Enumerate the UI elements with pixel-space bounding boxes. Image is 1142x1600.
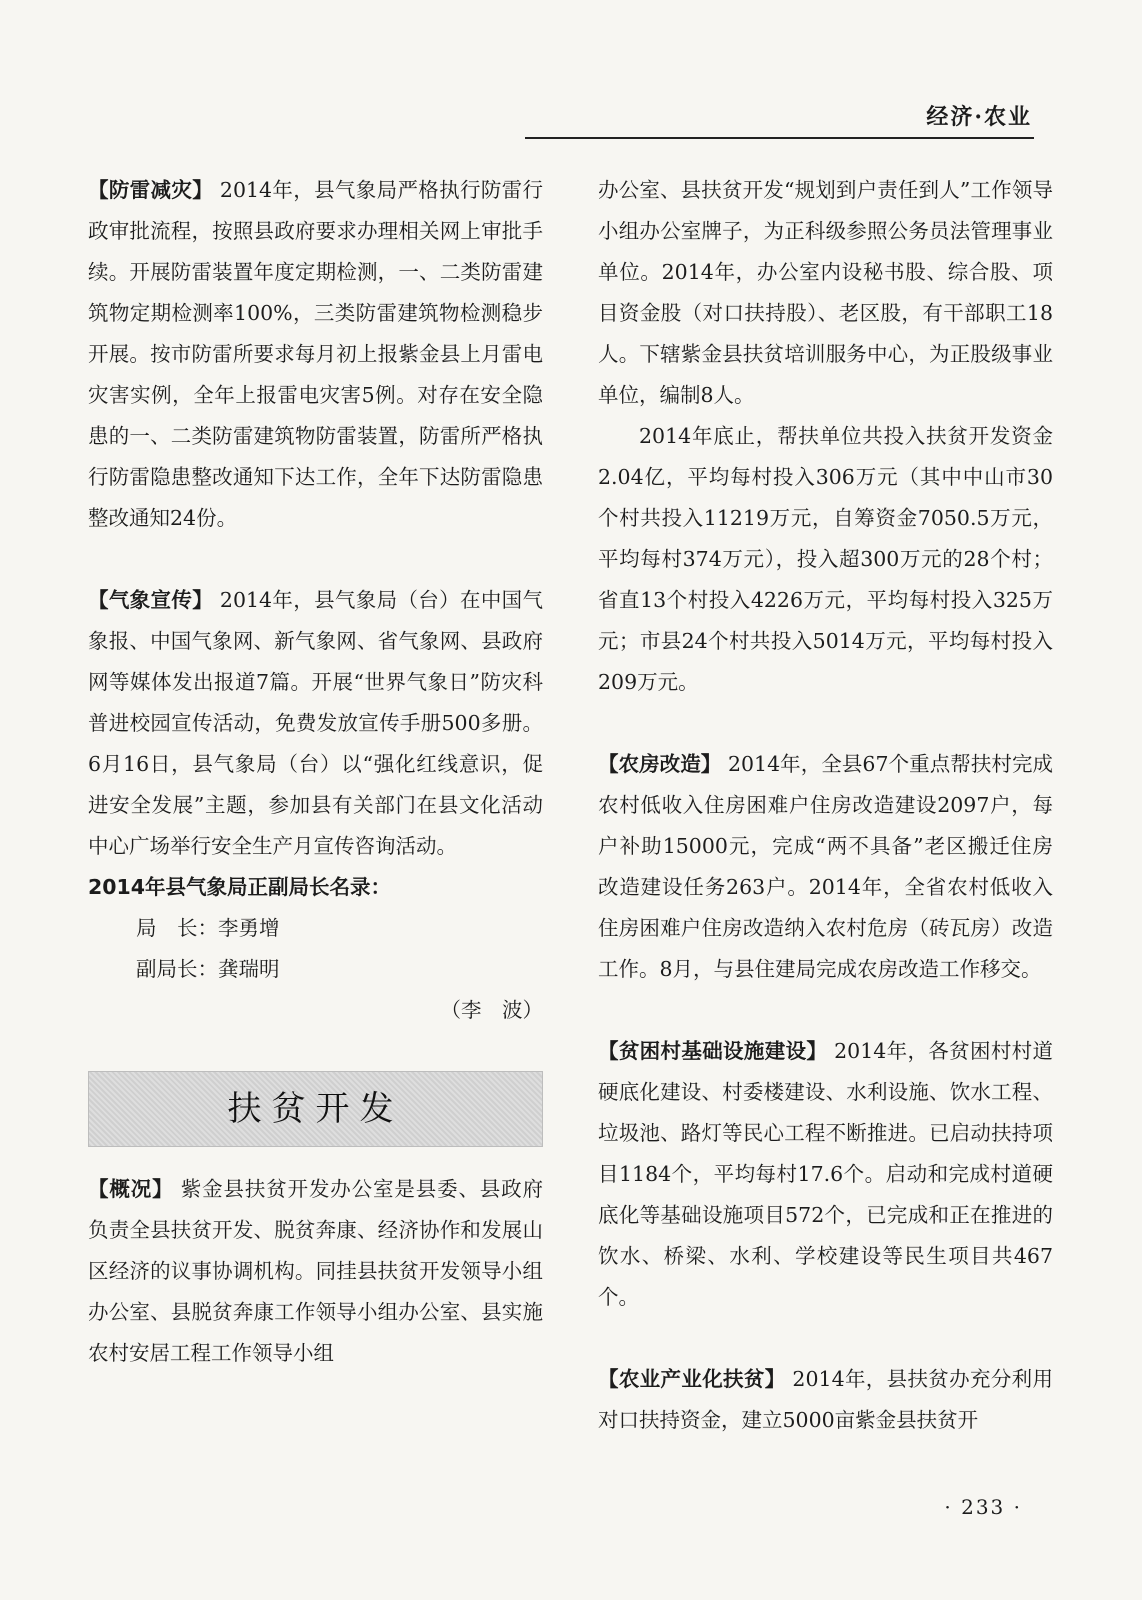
paragraph-text: 紫金县扶贫开发办公室是县委、县政府负责全县扶贫开发、脱贫奔康、经济协作和发展山区经济的议事协调机构。同挂县扶贫开发领导小组办公室、县脱贫奔康工作领导小组办公室、县实施农村安居工程工作领导小组 (88, 1177, 544, 1365)
chapter-title: 扶贫开发 (227, 1088, 404, 1129)
paragraph-agricultural-industrialization (598, 1359, 1053, 1441)
right-column (598, 170, 1053, 1441)
paragraph-text: 2014年，县扶贫办充分利用对口扶持资金，建立5000亩紫金县扶贫开 (598, 1367, 1054, 1432)
paragraph-overview (88, 1169, 543, 1374)
director-list-title: 2014年县气象局正副局长名录： (88, 875, 392, 899)
paragraph-funding: 2014年底止，帮扶单位共投入扶贫开发资金2.04亿，平均每村投入306万元（其中中山市30个村共投入11219万元，自筹资金7050.5万元，平均每村374万元），投入超300万元的28个村；省直13个村投入4226万元，平均每村投入325万元；市县24个村共投入5014万元，平均每村投入209万元。 (598, 424, 1053, 694)
section-tag: 【农房改造】 (598, 752, 722, 776)
left-column (88, 170, 543, 1374)
paragraph-meteorology-publicity (88, 580, 543, 867)
director-list-item: 副局长：龚瑞明 (136, 957, 280, 981)
paragraph-infrastructure (598, 1031, 1053, 1318)
paragraph-text: 2014年，全县67个重点帮扶村完成农村低收入住房困难户住房改造建设2097户，每户补助15000元，完成“两不具备”老区搬迁住房改造建设任务263户。2014年，全省农村低收入住房困难户住房改造纳入农村危房（砖瓦房）改造工作。8月，与县住建局完成农房改造工作移交。 (598, 752, 1054, 981)
paragraph-office-continued: 办公室、县扶贫开发“规划到户责任到人”工作领导小组办公室牌子，为正科级参照公务员法管理事业单位。2014年，办公室内设秘书股、综合股、项目资金股（对口扶持股）、老区股，有干部职工18人。下辖紫金县扶贫培训服务中心，为正股级事业单位，编制8人。 (598, 178, 1053, 407)
paragraph-housing-renovation (598, 744, 1053, 990)
section-tag: 【防雷减灾】 (88, 178, 214, 202)
section-tag: 【农业产业化扶贫】 (598, 1367, 786, 1391)
paragraph-text: 2014年，各贫困村村道硬底化建设、村委楼建设、水利设施、饮水工程、垃圾池、路灯等民心工程不断推进。已启动扶持项目1184个，平均每村17.6个。启动和完成村道硬底化等基础设施项目572个，已完成和正在推进的饮水、桥梁、水利、学校建设等民生项目共467个。 (598, 1039, 1054, 1309)
chapter-banner (88, 1071, 543, 1147)
author-credit: （李 波） (440, 998, 543, 1022)
paragraph-text: 2014年，县气象局（台）在中国气象报、中国气象网、新气象网、省气象网、县政府网等媒体发出报道7篇。开展“世界气象日”防灾科普进校园宣传活动，免费发放宣传手册500多册。6月16日，县气象局（台）以“强化红线意识，促进安全发展”主题，参加县有关部门在县文化活动中心广场举行安全生产月宣传咨询活动。 (88, 588, 544, 858)
header-rule (525, 137, 1034, 139)
paragraph-text: 2014年，县气象局严格执行防雷行政审批流程，按照县政府要求办理相关网上审批手续。开展防雷装置年度定期检测，一、二类防雷建筑物定期检测率100%，三类防雷建筑物检测稳步开展。按市防雷所要求每月初上报紫金县上月雷电灾害实例，全年上报雷电灾害5例。对存在安全隐患的一、二类防雷建筑物防雷装置，防雷所严格执行防雷隐患整改通知下达工作，全年下达防雷隐患整改通知24份。 (88, 178, 544, 530)
section-tag: 【概况】 (88, 1177, 174, 1201)
section-tag: 【气象宣传】 (88, 588, 214, 612)
section-header: 经济·农业 (926, 104, 1032, 130)
director-list-item: 局 长：李勇增 (136, 916, 280, 940)
section-tag: 【贫困村基础设施建设】 (598, 1039, 828, 1063)
page-number: · 233 · (944, 1495, 1022, 1519)
paragraph-lightning-protection (88, 170, 543, 539)
